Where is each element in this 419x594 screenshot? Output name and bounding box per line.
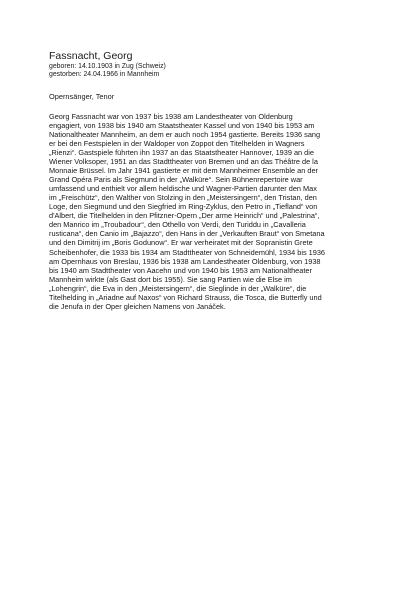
death-info: gestorben: 24.04.1966 in Mannheim <box>49 71 160 79</box>
occupation: Opernsänger, Tenor <box>49 91 115 101</box>
person-name: Fassnacht, Georg <box>49 50 133 62</box>
biography-text: Georg Fassnacht war von 1937 bis 1938 am Landestheater von Oldenburg engagiert, von 1938 bis 1940 am Staatstheater Kassel und von 1940 bis 1953 am Nationaltheater Mannheim, an dem er auch noch 1954 gastierte. Bereits 1936 sang er bei den Festspielen in der Waldoper von Zoppot den Titelhelden in Wagners „Rienzi“. Gastspiele führten ihn 1937 an das Staatstheater Hannover, 1939 an die Wiener Volksoper, 1951 an das Stadttheater von Bremen und an das Théâtre de la Monnaie Brüssel. Im Jahr 1941 gastierte er mit dem Mannheimer Ensemble an der Grand Opéra Paris als Siegmund in der „Walküre“. Sein Bühnenrepertoire war umfassend und enthielt vor allem heldische und Wagner-Partien darunter den Max im „Freischütz“, den Walther von Stolzing in den „Meistersingern“, den Tristan, den Loge, den Siegmund und den Siegfried im Ring-Zyklus, den Petro in „Tiefland“ von d'Albert, die Titelhelden in den Pfitzner-Opern „Der arme Heinrich“ und „Palestrina“, den Manrico im „Troubadour“, den Othello von Verdi, den Turiddu in „Cavalleria rusticana“, den Canio im „Bajazzo“, den Hans in der „Verkauften Braut“ von Smetana und den Dimitrij im „Boris Godunow“. Er war verheiratet mit der Sopranistin Grete Scheibenhofer, die 1933 bis 1934 am Stadttheater von Schneidemühl, 1934 bis 1936 am Opernhaus von Breslau, 1936 bis 1938 am Landestheater Oldenburg, von 1938 bis 1940 am Stadttheater von Aacehn und von 1940 bis 1953 am Nationaltheater Mannheim wirkte (als Gast dort bis 1955). Sie sang Partien wie die Else im „Lohengrin“, die Eva in den „Meistersingern“, die Sieglinde in der „Walküre“, die Titelhelding in „Ariadne auf Naxos“ von Richard Strauss, die Tosca, die Butterfly und die Jenufa in der Oper gleichen Namens von Janáček. <box>49 111 325 311</box>
biography-entry <box>49 50 385 311</box>
birth-info: geboren: 14.10.1903 in Zug (Schweiz) <box>49 63 166 70</box>
